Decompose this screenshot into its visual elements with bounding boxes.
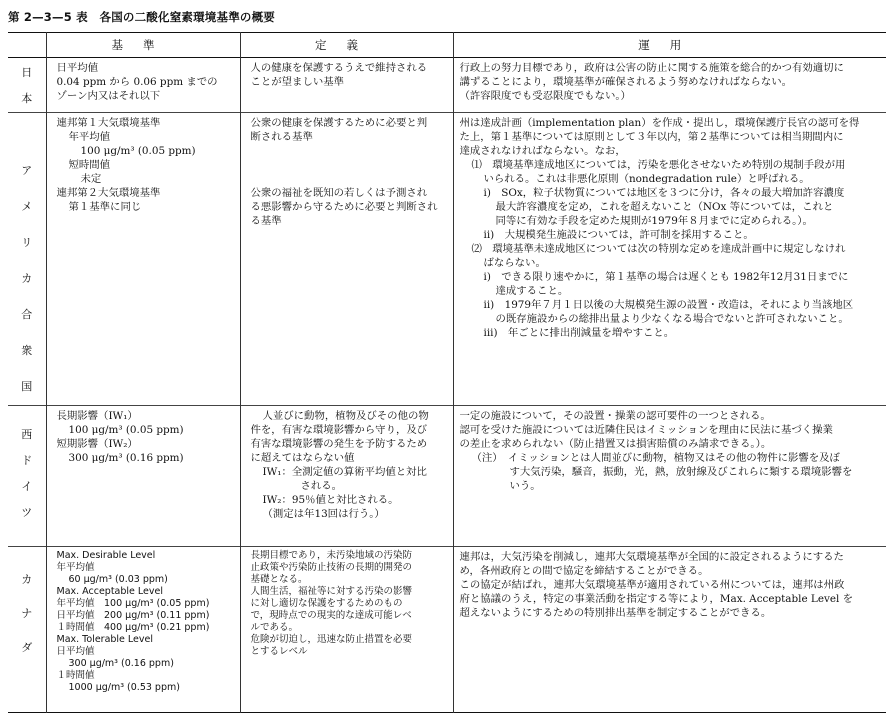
criteria-line: １時間値 400 μg/m³ (0.21 ppm) [56, 622, 210, 633]
operation-line: （許容限度でも受忍限度でもない。） [459, 90, 631, 102]
operation-line: （注） イミッションとは人間並びに動物，植物又はその他の物件に影響を及ぼ [471, 452, 840, 464]
operation-line: i) できる限り速やかに，第１基準の場合は遅くとも 1982年12月31日までに [483, 271, 849, 283]
criteria-line: 年平均値 [68, 131, 111, 143]
operation-line: いう。 [509, 480, 541, 492]
definition-line: 件を，有害な環境影響から守り，及び [250, 424, 428, 436]
operation-line: 同等に有効な手段を定めた規則が1979年８月までに定められる。）。 [495, 215, 813, 227]
definition-line: で，現時点での現実的な達成可能レベ [250, 610, 412, 621]
definition-line: に超えてはならない値 [250, 452, 355, 464]
definition-line: に対し適切な保護をするためのもの [250, 598, 403, 609]
header-country [8, 33, 46, 58]
operation-line: 連邦は，大気汚染を削減し，連邦大気環境基準が全国的に設定されるようにするた [459, 551, 844, 563]
criteria-line: 年平均値 [56, 562, 95, 573]
criteria-line: 第１基準に同じ [68, 201, 142, 213]
definition-line: IW₂：95％値と対比される。 [262, 494, 399, 506]
country-cell [8, 406, 46, 547]
operation-cell [453, 547, 886, 713]
definition-cell [240, 547, 453, 713]
definition-line: 長期目標であり，未汚染地域の汚染防 [250, 550, 413, 561]
country-cell [8, 547, 46, 713]
criteria-line: 長期影響（IW₁） [56, 410, 138, 422]
criteria-line: 未定 [80, 173, 102, 185]
table-row [8, 547, 886, 713]
definition-line: 人間生活，福祉等に対する汚染の影響 [250, 586, 413, 597]
operation-line: ⑴ 環境基準達成地区については，汚染を悪化させないため特別の規制手段が用 [471, 159, 846, 171]
country-glyph: 衆 [21, 344, 33, 357]
definition-line: 止政策や汚染防止技術の長期的開発の [250, 562, 413, 573]
operation-line: ばならない。 [483, 257, 546, 269]
header-row [8, 33, 886, 58]
country-glyph: ナ [21, 607, 33, 620]
definition-line: される。 [300, 480, 343, 492]
definition-line: とするレベル [250, 646, 308, 657]
operation-line: 達成すること。 [495, 285, 569, 297]
country-glyph: ツ [21, 506, 33, 519]
definition-line: IW₁：全測定値の算術平均値と対比 [262, 466, 427, 478]
criteria-line: 1000 μg/m³ (0.53 ppm) [68, 682, 180, 693]
operation-line: た上，第１基準については原則として３年以内，第２基準については相当期間内に [459, 131, 844, 143]
criteria-line: 連邦第２大気環境基準 [56, 187, 161, 199]
operation-line: 講ずることにより，環境基準が確保されるよう努めなければならない。 [459, 76, 792, 88]
operation-line: 超えないようにするための特別排出基準を制定することができる。 [459, 607, 772, 619]
country-glyph: カ [21, 272, 33, 285]
criteria-line: １時間値 [56, 670, 95, 681]
criteria-line: Max. Acceptable Level [56, 586, 163, 597]
definition-line: 人の健康を保護するうえで維持される [250, 62, 428, 74]
table-row [8, 113, 886, 406]
operation-line: 府と協議のうえ，特定の事業活動を指定する等により，Max. Acceptable Level を [459, 593, 854, 605]
definition-cell [240, 406, 453, 547]
criteria-line: 0.04 ppm から 0.06 ppm までの [56, 76, 218, 88]
country-glyph: ダ [21, 641, 33, 654]
definition-line: ことが望ましい基準 [250, 76, 345, 88]
definition-line: （測定は年13回は行う。） [262, 508, 385, 520]
criteria-line: 日平均値 [56, 646, 95, 657]
operation-line: の差止を求められない（防止措置又は損害賠償のみ請求できる。）。 [459, 438, 772, 450]
criteria-cell [46, 58, 240, 113]
operation-line: この協定が結ばれ，連邦大気環境基準が適用されている州については，連邦は州政 [459, 579, 845, 591]
definition-line: 人並びに動物，植物及びその他の物 [262, 410, 429, 422]
operation-line: 認可を受けた施設については近隣住民はイミッションを理由に民法に基づく操業 [459, 424, 833, 436]
criteria-line: Max. Desirable Level [56, 550, 156, 561]
operation-line: ii) 大規模発生施設については，許可制を採用すること。 [483, 229, 754, 241]
operation-line: 州は達成計画（implementation plan）を作成・提出し，環境保護庁長官の認可を得 [459, 117, 860, 129]
country-glyph: カ [21, 573, 33, 586]
country-glyph: 西 [21, 428, 33, 441]
definition-line: る基準 [250, 215, 282, 227]
operation-line: 達成されなければならない。なお， [459, 145, 626, 157]
country-cell [8, 58, 46, 113]
operation-line: 一定の施設について，その設置・操業の認可要件の一つとされる。 [459, 410, 771, 422]
operation-cell [453, 58, 886, 113]
country-glyph: 合 [21, 308, 33, 321]
operation-cell [453, 113, 886, 406]
criteria-line: 100 μg/m³ (0.05 ppm) [68, 424, 184, 436]
criteria-line: 短時間値 [68, 159, 111, 171]
definition-line [251, 144, 447, 158]
country-glyph: ア [21, 164, 33, 177]
table-row [8, 406, 886, 547]
header-definition: 定義 [240, 33, 453, 58]
operation-line: 最大許容濃度を定め，これを超えないこと（NOx 等については，これと [495, 201, 834, 213]
country-glyph: 本 [21, 92, 33, 105]
criteria-line: 日平均値 [56, 62, 99, 74]
header-criteria: 基準 [46, 33, 240, 58]
criteria-line: 300 μg/m³ (0.16 ppm) [68, 658, 174, 669]
definition-line: 断される基準 [250, 131, 313, 143]
header-operation: 運用 [453, 33, 886, 58]
country-glyph: 国 [21, 380, 33, 393]
criteria-line: ゾーン内又はそれ以下 [56, 90, 161, 102]
definition-cell [240, 113, 453, 406]
criteria-line: 連邦第１大気環境基準 [56, 117, 161, 129]
operation-line: i) SOx，粒子状物質については地区を３つに分け，各々の最大増加許容濃度 [483, 187, 845, 199]
operation-line: ii) 1979年７月１日以後の大規模発生源の設置・改造は，それにより当該地区 [483, 299, 854, 311]
country-glyph: 日 [21, 66, 33, 79]
definition-line: 基礎となる。 [250, 574, 308, 585]
criteria-cell [46, 113, 240, 406]
operation-line: iii) 年ごとに排出削減量を増やすこと。 [483, 327, 675, 339]
criteria-line: 60 μg/m³ (0.03 ppm) [68, 574, 168, 585]
definition-line: 公衆の福祉を既知の若しくは予測され [250, 187, 428, 199]
operation-line: 行政上の努力目標であり，政府は公害の防止に関する施策を総合的かつ有効適切に [459, 62, 844, 74]
definition-line: ルである。 [250, 622, 299, 633]
country-cell [8, 113, 46, 406]
table-title: 第 2—3—5 表 各国の二酸化窒素環境基準の概要 [8, 10, 276, 24]
country-glyph: リ [21, 236, 33, 249]
criteria-line: 300 μg/m³ (0.16 ppm) [68, 452, 184, 464]
definition-line: 危険が切迫し，迅速な防止措置を必要 [250, 634, 413, 645]
operation-cell [453, 406, 886, 547]
country-glyph: ド [21, 454, 33, 467]
nox-standards-table [8, 32, 886, 713]
operation-line: ⑵ 環境基準未達成地区については次の特別な定めを達成計画中に規定しなけれ [471, 243, 846, 255]
criteria-line: Max. Tolerable Level [56, 634, 154, 645]
definition-line [251, 158, 447, 172]
criteria-line: 短期影響（IW₂） [56, 438, 138, 450]
criteria-line: 年平均値 100 μg/m³ (0.05 ppm) [56, 598, 210, 609]
definition-line: 公衆の健康を保護するために必要と判 [250, 117, 428, 129]
operation-line: め，各州政府との間で協定を締結することができる。 [459, 565, 709, 577]
criteria-cell [46, 406, 240, 547]
criteria-line: 100 μg/m³ (0.05 ppm) [80, 145, 196, 157]
table-row [8, 58, 886, 113]
criteria-line: 日平均値 200 μg/m³ (0.11 ppm) [56, 610, 210, 621]
definition-cell [240, 58, 453, 113]
operation-line: の既存施設からの総排出量より少なくなる場合でないと許可されないこと。 [495, 313, 849, 325]
criteria-cell [46, 547, 240, 713]
operation-line: す大気汚染，騒音，振動，光，熱，放射線及びこれらに類する環境影響を [509, 466, 853, 478]
country-glyph: イ [21, 480, 33, 493]
definition-line [251, 172, 447, 186]
definition-line: 有害な環境影響の発生を予防するため [250, 438, 428, 450]
country-glyph: メ [21, 200, 33, 213]
definition-line: る悪影響から守るために必要と判断され [250, 201, 438, 213]
operation-line: いられる。これは非悪化原則（nondegradation rule）と呼ばれる。 [483, 173, 810, 185]
